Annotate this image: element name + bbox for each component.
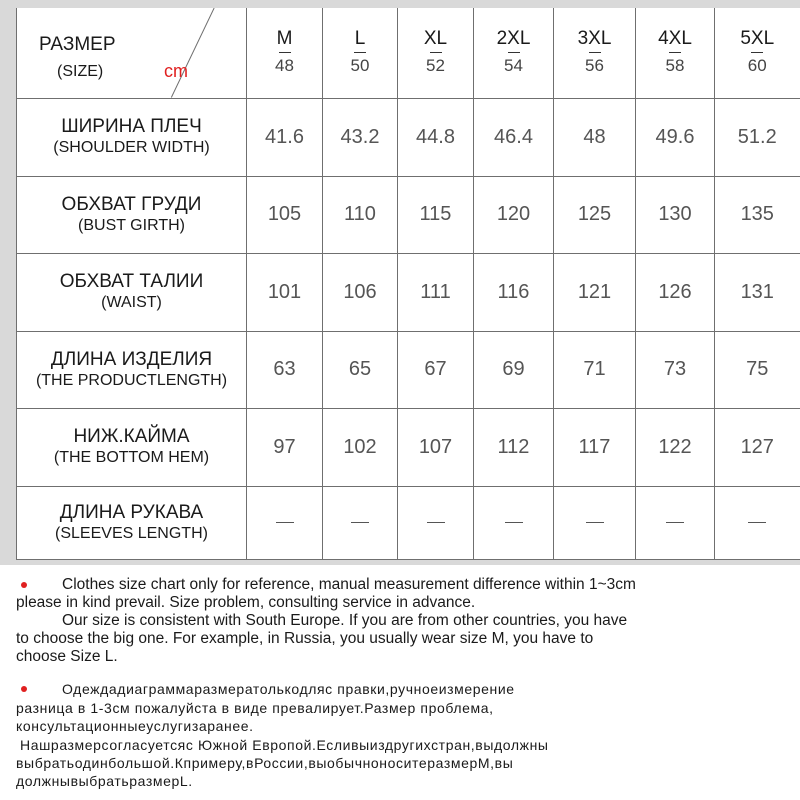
row-label-cell [17,253,247,331]
size-header-cell [474,8,554,98]
note-ru-line: должнывыбратьразмерL. [16,773,193,789]
size-label: L [354,28,366,50]
value-cell: 106 [323,253,398,331]
value-cell [398,486,474,559]
size-heading-en: (SIZE) [57,63,104,80]
bullet-icon [21,582,27,588]
size-number: 50 [350,56,370,76]
empty-value-dash [586,522,604,523]
empty-value-dash [505,522,523,523]
size-header-cell [554,8,636,98]
row-label-en: (SLEEVES LENGTH) [55,524,208,542]
value-cell [636,486,715,559]
size-separator [751,52,763,53]
row-label-en: (SHOULDER WIDTH) [53,139,210,156]
size-number: 58 [665,56,685,76]
empty-value-dash [748,522,766,523]
size-heading-ru: РАЗМЕР [39,34,116,55]
measurement-row-hem [17,408,800,486]
value-cell: 121 [554,253,636,331]
value-cell: 125 [554,176,636,253]
row-label-en: (BUST GIRTH) [78,216,185,234]
value-cell [474,486,554,559]
row-label-ru: ДЛИНА ИЗДЕЛИЯ [50,348,213,370]
row-label-ru: ШИРИНА ПЛЕЧ [61,116,202,137]
size-header-cell [636,8,715,98]
measurement-row-sleeve [17,486,800,559]
value-cell: 105 [247,176,323,253]
value-cell: 111 [398,253,474,331]
value-cell: 67 [398,331,474,408]
size-separator [669,52,681,53]
size-number: 60 [747,56,767,76]
value-cell: 112 [474,408,554,486]
empty-value-dash [666,522,684,523]
value-cell: 44.8 [398,98,474,176]
value-cell: 115 [398,176,474,253]
value-cell: 101 [247,253,323,331]
value-cell: 116 [474,253,554,331]
value-cell: 65 [323,331,398,408]
size-number: 54 [504,56,523,76]
value-cell: 110 [323,176,398,253]
value-cell: 73 [636,331,715,408]
empty-value-dash [276,522,294,523]
note-en-line: please in kind prevail. Size problem, consulting service in advance. [16,594,476,611]
row-label-cell [17,98,247,176]
row-label-ru: ДЛИНА РУКАВА [59,501,204,523]
value-cell [323,486,398,559]
value-cell: 126 [636,253,715,331]
row-label-cell [17,176,247,253]
header-corner-cell [17,8,247,98]
size-number: 56 [585,56,604,76]
size-number: 52 [426,56,445,76]
note-ru-line: выбратьодинбольшой.Кпримеру,вРоссии,выобычноноситеразмерМ,вы [16,755,514,771]
value-cell: 43.2 [323,98,398,176]
value-cell [554,486,636,559]
size-label: 4XL [658,28,692,50]
row-label-en: (THE BOTTOM HEM) [53,449,210,466]
size-separator [430,52,442,53]
size-separator [508,52,520,53]
row-label-en: (THE PRODUCTLENGTH) [35,371,228,389]
measurement-row-length [17,331,800,408]
measurement-row-bust [17,176,800,253]
size-separator [279,52,291,53]
row-label-cell [17,408,247,486]
size-number: 48 [275,56,294,76]
value-cell: 48 [554,98,636,176]
value-cell: 49.6 [636,98,715,176]
note-en-line: to choose the big one. For example, in Russia, you usually wear size M, you have to [16,630,594,647]
value-cell [247,486,323,559]
note-ru-line: Одеждадиаграммаразмератолькодляс правки,ручноеизмерение [62,681,515,697]
value-cell: 51.2 [715,98,800,176]
value-cell: 69 [474,331,554,408]
size-label: 3XL [577,28,612,50]
row-label-cell [17,331,247,408]
note-ru-line: Нашразмерсогласуетсяс Южной Европой.Есливыиздругихстран,выдолжны [20,737,549,753]
size-label: XL [423,28,448,50]
empty-value-dash [427,522,445,523]
size-separator [354,52,366,53]
value-cell: 75 [715,331,800,408]
value-cell: 102 [323,408,398,486]
header-row [17,8,800,98]
measurement-row-shoulder [17,98,800,176]
value-cell: 63 [247,331,323,408]
bullet-icon [21,686,27,692]
value-cell: 130 [636,176,715,253]
size-label: 2XL [496,28,531,50]
row-label-ru: ОБХВАТ ГРУДИ [61,193,202,215]
note-ru-line: разница в 1-3см пожалуйста в виде превалирует.Размер проблема, [16,700,494,716]
unit-label: cm [164,61,188,81]
size-header-cell [715,8,800,98]
note-ru-line: консультационныеуслугизаранее. [16,718,254,734]
size-header-cell [323,8,398,98]
value-cell: 131 [715,253,800,331]
size-table [16,8,800,560]
value-cell: 46.4 [474,98,554,176]
value-cell: 122 [636,408,715,486]
empty-value-dash [351,522,369,523]
value-cell: 107 [398,408,474,486]
measurement-row-waist [17,253,800,331]
row-label-cell [17,486,247,559]
value-cell: 117 [554,408,636,486]
value-cell [715,486,800,559]
value-cell: 127 [715,408,800,486]
note-en-line: Our size is consistent with South Europe. If you are from other countries, you have [62,612,628,629]
value-cell: 120 [474,176,554,253]
value-cell: 71 [554,331,636,408]
note-en-line: choose Size L. [16,648,118,665]
size-label: M [276,28,293,50]
value-cell: 97 [247,408,323,486]
size-header-cell [398,8,474,98]
row-label-en: (WAIST) [101,294,162,311]
note-en-line: Clothes size chart only for reference, manual measurement difference within 1~3cm [62,576,636,593]
size-notes [0,565,800,800]
size-separator [589,52,601,53]
value-cell: 135 [715,176,800,253]
size-header-cell [247,8,323,98]
size-label: 5XL [740,28,775,50]
value-cell: 41.6 [247,98,323,176]
row-label-ru: НИЖ.КАЙМА [73,426,190,447]
row-label-ru: ОБХВАТ ТАЛИИ [59,271,204,292]
